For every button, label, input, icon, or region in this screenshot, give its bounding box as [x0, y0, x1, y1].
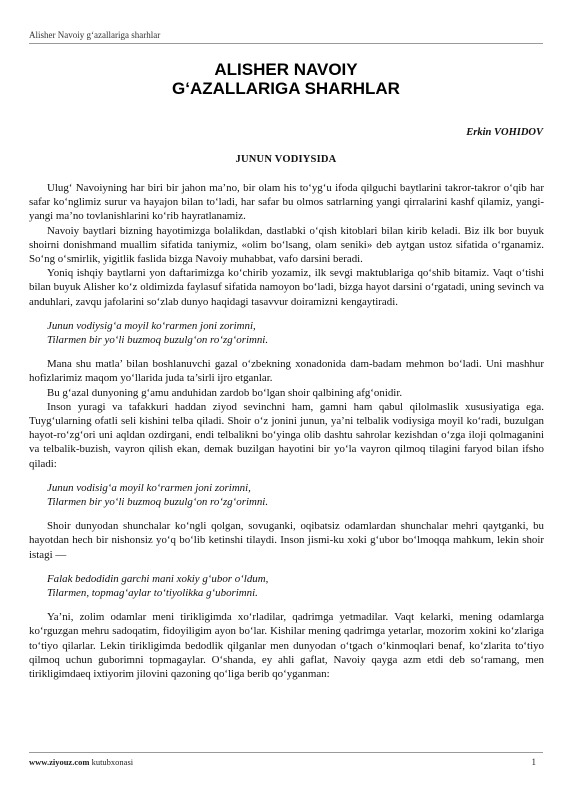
title-line-2: G‘AZALLARIGA SHARHLAR — [172, 79, 400, 98]
verse-line: Tilarmen, topmag‘aylar to‘tiyolikka g‘uborimni. — [47, 587, 258, 600]
verse-line: Falak bedodidin garchi mani xokiy g‘ubor o‘ldum, — [47, 572, 269, 585]
title-line-1: ALISHER NAVOIY — [214, 60, 358, 79]
footer-source — [29, 757, 133, 767]
paragraph: Yoniq ishqiy baytlarni yon daftarimizga ko‘chirib yozamiz, ilk sevgi maktublariga qo‘shib bitamiz. Vaqt o‘tishi bilan buyuk Alisher ko‘z oldimizda faylasuf sifatida namoyon bo‘ladi, bizga hayot darsini o‘rgatadi, uning sevinch va anduhlari, zavqu jafolarini so‘zlab dunyo haqidagi tasavvur doiramizni kengaytiradi. — [29, 267, 544, 308]
document-title — [29, 60, 543, 98]
author-name: Erkin VOHIDOV — [466, 127, 543, 138]
paragraph: Mana shu matla’ bilan boshlanuvchi gazal o‘zbekning xonadonida dam-badam mehmon bo‘ladi. Uni mashhur hofizlarimiz maqom yo‘llarida juda ta’sirli ijro etganlar. — [29, 358, 544, 385]
verse-block — [47, 481, 544, 509]
verse-line: Junun vodiysig‘a moyil ko‘rarmen joni zorimni, — [47, 319, 256, 332]
paragraph: Navoiy baytlari bizning hayotimizga bolalikdan, dastlabki o‘qish kitoblari bilan kirib keladi. Biz ilk bor buyuk shoirni donishmand muallim sifatida taniymiz, «olim bo‘lsang, olam seniki» deb aytgan ustoz sifatida o‘rganamiz. So‘ng o‘smirlik, yigitlik faslida bizga Navoiy muhabbat, vafo darsini beradi. — [29, 224, 544, 266]
paragraph: Shoir dunyodan shunchalar ko‘ngli qolgan, sovuganki, oqibatsiz odamlardan shunchalar mehri qaytganki, bu hayotdan hech bir nishonsiz yo‘q bo‘lib ketinshi tilaydi. Inson jismi-ku xoki g‘ubor bo‘lmoqqa mahkum, lekin shoir istagi — — [29, 520, 544, 561]
section-title: JUNUN VODIYSIDA — [235, 154, 337, 165]
footer-site-link[interactable]: www.ziyouz.com — [29, 757, 90, 767]
footer-rule — [29, 752, 543, 753]
running-header: Alisher Navoiy g‘azallariga sharhlar — [29, 30, 161, 40]
verse-line: Tilarmen bir yo‘li buzmoq buzulg‘on ro‘zg‘orimni. — [47, 334, 269, 347]
paragraph: Ulug‘ Navoiyning har biri bir jahon ma’no, bir olam his to‘yg‘u ifoda qilguchi baytlarini takror-takror o‘qib har safar ko‘nglimiz surur va hayajon bilan to‘ladi, har safar bu olmos satrlarning yangi qirralarini kashf qilamiz, yangi-yangi ma’no tovlanishlarini ko‘rib hayratlanamiz. — [29, 182, 544, 223]
paragraph: Inson yuragi va tafakkuri haddan ziyod sevinchni ham, gamni ham qabul qilolmaslik xususiyatiga ega. Tuyg‘ularning ofatli seli kishini telba qiladi. Shoir o‘z jonini junun, ya’ni telbalik vodiysiga moyil ko‘radi, buzulgan hayot-ro‘zg‘ori uni aqldan ozdirgani, endi telbalikni bo‘yinga olib dashtu sahrolar kezishdan o‘zga iloji qolmaganini va telbalik-buzish, vayron qilish ekan, demak buzilgan hayotini bir yo‘la vayron qilmoq tilagini faryod bilan ifsho qiladi: — [29, 400, 544, 470]
footer-suffix: kutubxonasi — [89, 757, 134, 767]
article-body — [29, 181, 544, 681]
verse-line: Tilarmen bir yo‘li buzmoq buzulg‘on ro‘zg‘orimni. — [47, 496, 269, 509]
verse-block — [47, 319, 544, 347]
header-rule — [29, 43, 543, 44]
verse-line: Junun vodisig‘a moyil ko‘rarmen joni zorimni, — [47, 481, 251, 494]
page-number: 1 — [531, 757, 536, 767]
verse-block — [47, 572, 544, 600]
paragraph: Ya’ni, zolim odamlar meni tirikligimda xo‘rladilar, qadrimga yetmadilar. Vaqt kelarki, mening odamlarga ko‘rguzgan mehru sadoqatim, fidoyiligim ayon bo‘lar. Kishilar mening qadrimga yetarlar, mozorim xokini ko‘zlariga to‘tiyo qilarlar. Lekin tirikligimda bedodlik qilganlar men dunyodan o‘tgach o‘kinmoqlari benaf, ko‘zlarita to‘tiyo qilmoq uchun guborimni topmagaylar. O‘shanda, ey ahli gaflat, Navoiy qayga azm etdi deb so‘ramang, men tirikligimdaeq ixtiyorim jilovini qazoning qo‘liga berib qo‘yganman: — [29, 611, 544, 681]
paragraph: Bu g‘azal dunyoning g‘amu anduhidan zardob bo‘lgan shoir qalbining afg‘onidir. — [47, 386, 403, 399]
